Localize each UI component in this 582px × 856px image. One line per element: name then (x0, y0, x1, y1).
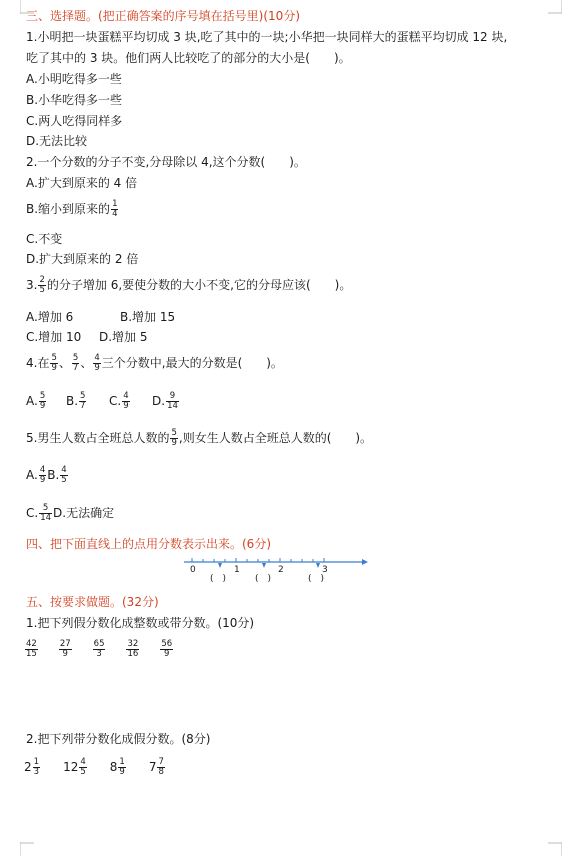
corner-mark-bottom-right (548, 842, 562, 856)
mixed-number-list (24, 758, 166, 777)
q3-option-d: D.增加 5 (99, 330, 148, 344)
fraction: $\frac{56}{9}$ (161, 639, 173, 659)
s5-q2-stem: 2.把下列带分数化成假分数。(8分) (26, 732, 211, 746)
q1-option-d: D.无法比较 (26, 134, 88, 148)
q4-option-b: B. $\frac{5}{7}$ (66, 391, 86, 411)
fraction: $\frac{27}{9}$ (59, 639, 71, 659)
answer-blank: ( ) (210, 574, 227, 584)
fraction: $\frac{4}{9}$ (123, 391, 129, 411)
q2-option-b-text: B.缩小到原来的 (26, 202, 111, 216)
fraction: $\frac{65}{3}$ (93, 639, 105, 659)
fraction: $\frac{5}{7}$ (80, 391, 86, 411)
point-marker-icon (316, 563, 320, 568)
fraction: $\frac{5}{14}$ (40, 503, 52, 523)
q1-option-b: B.小华吃得多一些 (26, 93, 123, 107)
mixed-number: 8 $\frac{1}{9}$ (109, 757, 125, 777)
corner-mark-top-right (548, 0, 562, 14)
q1-stem-line1: 1.小明把一块蛋糕平均切成 3 块,吃了其中的一块;小华把一块同样大的蛋糕平均切成 12 块, (26, 30, 508, 44)
mixed-number: 2 $\frac{1}{3}$ (24, 757, 40, 777)
q2-option-d: D.扩大到原来的 2 倍 (26, 252, 139, 266)
fraction: $\frac{5}{9}$ (51, 353, 57, 373)
tick-label-3: 3 (322, 565, 328, 575)
q3-stem: 3. $\frac{2}{5}$ 的分子增加 6,要使分数的大小不变,它的分母应该( )。 (26, 275, 352, 295)
q2-option-a: A.扩大到原来的 4 倍 (26, 176, 138, 190)
answer-blank: ( ) (308, 574, 325, 584)
q5-option-a: A. (26, 468, 38, 482)
q5-option-b: B. (47, 468, 60, 482)
q5-option-ab (26, 466, 69, 485)
tick-label-0: 0 (190, 565, 196, 575)
fraction: $\frac{5}{9}$ (171, 428, 177, 448)
q5-option-d: D.无法确定 (53, 506, 115, 520)
mixed-number: 12 $\frac{4}{5}$ (63, 757, 86, 777)
number-line (180, 556, 370, 584)
q3-option-b: B.增加 15 (120, 310, 176, 324)
section3-title: 三、选择题。(把正确答案的序号填在括号里)(10分) (26, 9, 300, 23)
q4-option-c: C. $\frac{4}{9}$ (109, 391, 129, 411)
q4-option-d: D. $\frac{9}{14}$ (152, 391, 178, 411)
q1-stem-line2: 吃了其中的 3 块。他们两人比较吃了的部分的大小是( )。 (26, 51, 351, 65)
fraction: $\frac{4}{5}$ (61, 465, 67, 485)
q2-stem: 2.一个分数的分子不变,分母除以 4,这个分数( )。 (26, 155, 306, 169)
section4-title: 四、把下面直线上的点用分数表示出来。(6分) (26, 537, 271, 551)
fraction: $\frac{5}{9}$ (39, 391, 46, 411)
number-line-arrow-icon (362, 559, 368, 565)
q5-option-c: C. (26, 506, 39, 520)
q4-stem: 4.在 $\frac{5}{9}$ 、 $\frac{5}{7}$ 、 $\frac{4}{9}$ 三个分数中,最大的分数是( )。 (26, 353, 283, 373)
fraction: $\frac{42}{15}$ (26, 639, 37, 659)
q5-stem: 5.男生人数占全班总人数的 $\frac{5}{9}$ ,则女生人数占全班总人数的( )。 (26, 428, 373, 448)
fraction: $\frac{9}{14}$ (167, 391, 178, 411)
point-marker-icon (218, 563, 222, 568)
fraction: $\frac{2}{5}$ (39, 275, 45, 295)
q2-option-b (26, 200, 119, 219)
improper-fraction-list (24, 640, 174, 659)
q4-option-a: A. $\frac{5}{9}$ (26, 391, 46, 411)
tick-label-1: 1 (234, 565, 240, 575)
tick-label-2: 2 (278, 565, 284, 575)
answer-blank: ( ) (255, 574, 272, 584)
fraction: $\frac{1}{4}$ (112, 199, 118, 219)
section5-title: 五、按要求做题。(32分) (26, 595, 159, 609)
q1-option-a: A.小明吃得多一些 (26, 72, 122, 86)
q1-option-c: C.两人吃得同样多 (26, 114, 123, 128)
q5-option-cd (26, 504, 114, 523)
q3-option-a: A.增加 6 (26, 310, 74, 324)
fraction: $\frac{5}{7}$ (72, 353, 79, 373)
mixed-number: 7 $\frac{7}{8}$ (148, 757, 164, 777)
point-marker-icon (262, 563, 266, 568)
fraction: $\frac{32}{16}$ (127, 639, 139, 659)
q3-option-c: C.增加 10 (26, 330, 82, 344)
s5-q1-stem: 1.把下列假分数化成整数或带分数。(10分) (26, 616, 255, 630)
q2-option-c: C.不变 (26, 232, 63, 246)
fraction: $\frac{4}{9}$ (39, 465, 46, 485)
fraction: $\frac{4}{9}$ (94, 353, 100, 373)
corner-mark-bottom-left (20, 842, 34, 856)
